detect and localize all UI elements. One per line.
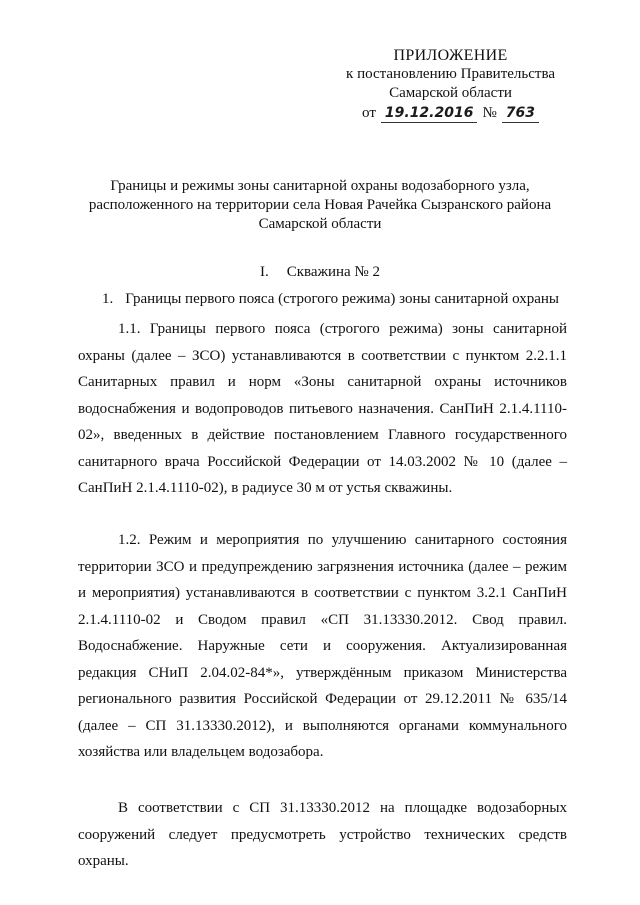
subsection-heading: [102, 291, 559, 308]
date-prefix: от: [362, 105, 376, 121]
document-title: [60, 177, 580, 234]
appendix-title: ПРИЛОЖЕНИЕ: [393, 47, 508, 64]
handwritten-date: 19.12.2016: [381, 105, 478, 123]
section-title: Скважина № 2: [286, 264, 380, 280]
handwritten-number: 763: [502, 105, 539, 123]
title-line-1: Границы и режимы зоны санитарной охраны водозаборного узла,: [110, 178, 530, 194]
paragraph-1-2: [78, 527, 567, 766]
paragraph-1-1-text: 1.1. Границы первого пояса (строгого режима) зоны санитарной охраны (далее – ЗСО) устанавливаются в соответствии с пунктом 2.2.1.1 Санитарных правил и норм «Зоны санитарной охраны источников водоснабжения и водопроводов питьевого назначения. СанПиН 2.1.4.1110-02», введенных в действие постановлением Главного государственного санитарного врача Российской Федерации от 14.03.2002 № 10 (далее – СанПиН 2.1.4.1110-02), в радиусе 30 м от устья скважины.: [78, 321, 567, 496]
appendix-line-1: к постановлению Правительства: [346, 66, 555, 82]
section-number: I.: [260, 264, 269, 280]
subsection-title: Границы первого пояса (строгого режима) зоны санитарной охраны: [125, 291, 560, 307]
paragraph-3: [78, 795, 567, 875]
number-sign: №: [482, 105, 497, 121]
paragraph-1-2-text: 1.2. Режим и мероприятия по улучшению санитарного состояния территории ЗСО и предупреждению загрязнения источника (далее – режим и мероприятия) устанавливаются в соответствии с пунктом 3.2.1 СанПиН 2.1.4.1110-02 и Сводом правил «СП 31.13330.2012. Свод правил. Водоснабжение. Наружные сети и сооружения. Актуализированная редакция СНиП 2.04.02-84*», утверждённым приказом Министерства регионального развития Российской Федерации от 29.12.2011 № 635/14 (далее – СП 31.13330.2012), и выполняются органами коммунального хозяйства или владельцем водозабора.: [78, 532, 567, 760]
appendix-block: [346, 46, 555, 123]
subsection-number: 1.: [102, 291, 114, 307]
paragraph-1-1: [78, 316, 567, 502]
appendix-line-2: Самарской области: [389, 85, 512, 101]
appendix-date-row: [346, 104, 555, 123]
paragraph-3-text: В соответствии с СП 31.13330.2012 на площадке водозаборных сооружений следует предусмотреть устройство технических средств охраны.: [78, 800, 567, 869]
title-line-2: расположенного на территории села Новая Рачейка Сызранского района: [88, 197, 552, 213]
title-line-3: Самарской области: [258, 216, 382, 232]
section-heading: [0, 264, 640, 281]
